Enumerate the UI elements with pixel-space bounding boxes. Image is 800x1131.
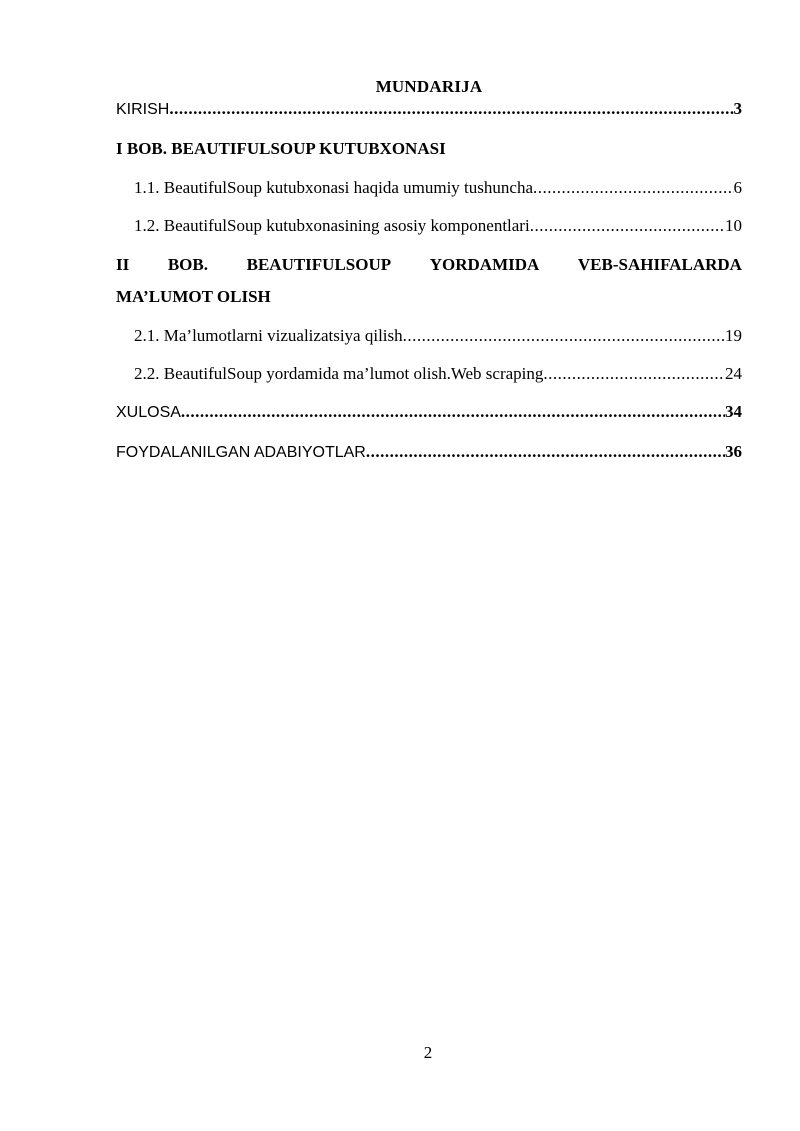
- toc-leader-dots: [181, 401, 725, 423]
- toc-chapter-1: I BOB. BEAUTIFULSOUP KUTUBXONASI: [116, 139, 446, 158]
- toc-leader-dots: [530, 215, 725, 237]
- page-number: 2: [423, 1043, 433, 1062]
- toc-entry-page: 36: [725, 442, 742, 461]
- toc-chapter-2-line2: MA’LUMOT OLISH: [116, 287, 271, 306]
- toc-entry-label: KIRISH: [116, 101, 170, 118]
- toc-entry-label: 2.2. BeautifulSoup yordamida ma’lumot olish.Web scraping: [134, 364, 544, 383]
- toc-entry-kirish: [116, 98, 742, 121]
- toc-entry-label: 2.1. Ma’lumotlarni vizualizatsiya qilish: [134, 326, 403, 345]
- toc-entry-adabiyotlar: [116, 441, 742, 464]
- toc-leader-dots: [533, 177, 734, 199]
- toc-entry-page: 34: [725, 402, 742, 421]
- toc-entry-label: FOYDALANILGAN ADABIYOTLAR: [116, 444, 366, 461]
- toc-entry-1-1: [116, 177, 742, 199]
- toc-entry-label: 1.2. BeautifulSoup kutubxonasining asosiy komponentlari: [134, 216, 530, 235]
- toc-title: MUNDARIJA: [375, 77, 483, 96]
- toc-entry-page: 3: [733, 99, 742, 118]
- toc-entry-2-2: [116, 363, 742, 385]
- toc-entry-xulosa: [116, 401, 742, 424]
- toc-chapter-2-word: BEAUTIFULSOUP: [246, 255, 392, 274]
- toc-chapter-2-word: YORDAMIDA: [429, 255, 540, 274]
- toc-entry-label: 1.1. BeautifulSoup kutubxonasi haqida umumiy tushuncha: [134, 178, 533, 197]
- toc-chapter-2-word: BOB.: [167, 255, 208, 274]
- toc-leader-dots: [169, 98, 733, 120]
- toc-entry-1-2: [116, 215, 742, 237]
- toc-entry-page: 24: [725, 364, 742, 383]
- table-of-contents: [116, 76, 742, 464]
- toc-leader-dots: [543, 363, 725, 385]
- toc-entry-2-1: [116, 325, 742, 347]
- toc-entry-label: XULOSA: [116, 404, 181, 421]
- toc-leader-dots: [403, 325, 725, 347]
- toc-chapter-2-word: II: [116, 255, 130, 274]
- toc-entry-page: 6: [733, 178, 742, 197]
- toc-entry-page: 19: [725, 326, 742, 345]
- toc-chapter-2: [116, 254, 742, 276]
- toc-entry-page: 10: [725, 216, 742, 235]
- toc-leader-dots: [366, 441, 725, 463]
- toc-chapter-2-word: VEB-SAHIFALARDA: [577, 255, 742, 274]
